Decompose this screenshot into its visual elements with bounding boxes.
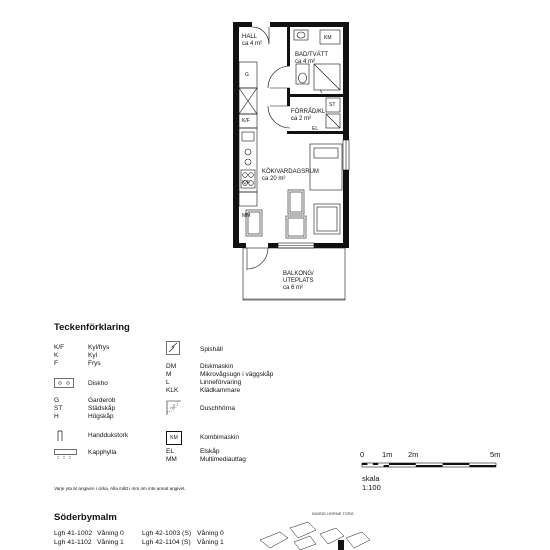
mark-el: EL	[312, 126, 319, 132]
site-map	[250, 510, 390, 550]
room-kok-area: ca 20 m²	[262, 176, 286, 182]
apt-row1-a-floor: Våning 0	[97, 530, 124, 537]
mark-mm: MM	[242, 213, 251, 219]
apt-row1-b: Lgh 42-1003 (S)	[142, 530, 192, 537]
legend-code-k: K	[54, 352, 59, 359]
duschhorna-icon	[166, 400, 182, 416]
legend-code-kf: K/F	[54, 344, 65, 351]
kitchen-counter	[239, 114, 257, 206]
room-forrad-name: FÖRRÅD/KL	[291, 109, 326, 115]
diskho-icon	[54, 378, 74, 388]
scale-bar	[360, 462, 500, 470]
room-hall-area: ca 4 m²	[242, 41, 263, 47]
legend-code-mm: MM	[166, 456, 177, 463]
mark-km: KM	[324, 35, 332, 41]
scale-tick-2m: 2m	[408, 450, 419, 459]
legend-code-f: F	[54, 360, 58, 367]
legend-code-dm: DM	[166, 363, 177, 370]
hall-wardrobes	[239, 62, 257, 114]
mark-kf2: K/F	[242, 180, 250, 186]
mark-g: G	[245, 72, 249, 78]
windows	[278, 140, 349, 248]
room-hall-name: HALL	[242, 34, 258, 40]
handdukstork-icon	[56, 430, 64, 442]
scale-label: skala	[362, 474, 380, 483]
apt-row2-a-floor: Våning 1	[97, 539, 124, 546]
legend-text-st: Städskåp	[88, 405, 116, 412]
scale-ratio: 1:100	[362, 483, 381, 492]
legend-dusch: Duschhörna	[200, 405, 236, 412]
legend-code-g: G	[54, 397, 60, 404]
legend-text-m: Mikrovågsugn i väggskåp	[200, 371, 274, 378]
legend-spishall: Spishäll	[200, 346, 223, 353]
spishall-icon	[166, 341, 180, 355]
kombimaskin-icon: KM	[166, 431, 182, 445]
legend-code-l: L	[166, 379, 170, 386]
legend-code-h: H	[54, 413, 59, 420]
scale-tick-1m: 1m	[382, 450, 393, 459]
bath-door	[268, 66, 291, 88]
scale-tick-0: 0	[360, 450, 365, 459]
legend-text-mm: Multimediauttag	[200, 456, 246, 463]
room-forrad-area: ca 2 m²	[291, 116, 312, 122]
legend-text-klk: Klädkammare	[200, 387, 241, 394]
legend-diskho: Diskho	[88, 380, 108, 387]
room-bad-area: ca 4 m²	[295, 59, 316, 65]
room-balkong-name2: UTEPLATS	[283, 278, 314, 284]
legend-code-el: EL	[166, 448, 174, 455]
balcony-door	[246, 243, 268, 270]
room-kok-name: KÖK/VARDAGSRUM	[262, 169, 319, 175]
apt-row2-a: Lgh 41-1102	[54, 539, 92, 546]
kapphylla-icon	[54, 447, 78, 463]
legend-text-el: Elskåp	[200, 448, 220, 455]
mark-kf: K/F	[242, 118, 250, 124]
legend-text-l: Linneförvaring	[200, 379, 242, 386]
area-note: Varje yta är angiven i cirka. Alla mått i mm om inte annat angivet.	[54, 486, 186, 491]
map-street-label: INGRID HORNE TORG	[312, 512, 354, 516]
legend-text-k: Kyl	[88, 352, 98, 359]
apt-row1-a: Lgh 41-1002	[54, 530, 93, 537]
legend-handduk: Handdukstork	[88, 432, 129, 439]
furniture	[246, 144, 342, 238]
legend-code-klk: KLK	[166, 387, 179, 394]
apt-row2-b: Lgh 42-1104 (S)	[142, 539, 191, 546]
legend-text-kf: Kyl/frys	[88, 344, 110, 351]
apt-row2-b-floor: Våning 1	[197, 539, 224, 546]
mark-st: ST	[329, 102, 336, 108]
legend-text-dm: Diskmaskin	[200, 363, 234, 370]
legend-code-m: M	[166, 371, 172, 378]
legend-text-g: Garderob	[88, 397, 116, 404]
apt-row1-b-floor: Våning 0	[197, 530, 224, 537]
legend-code-st: ST	[54, 405, 63, 412]
room-balkong-name1: BALKONG/	[283, 271, 314, 277]
storage-door	[268, 106, 291, 128]
room-balkong-area: ca 6 m²	[283, 285, 304, 291]
legend-text-f: Frys	[88, 360, 101, 367]
legend-title: Teckenförklaring	[54, 322, 130, 333]
legend-text-h: Högskåp	[88, 413, 114, 420]
scale-tick-5m: 5m	[490, 450, 501, 459]
legend-kombimaskin: Kombimaskin	[200, 434, 240, 441]
legend-kapphylla: Kapphylla	[88, 449, 117, 456]
project-title: Söderbymalm	[54, 512, 117, 523]
room-bad-name: BAD/TVÄTT	[295, 52, 329, 58]
